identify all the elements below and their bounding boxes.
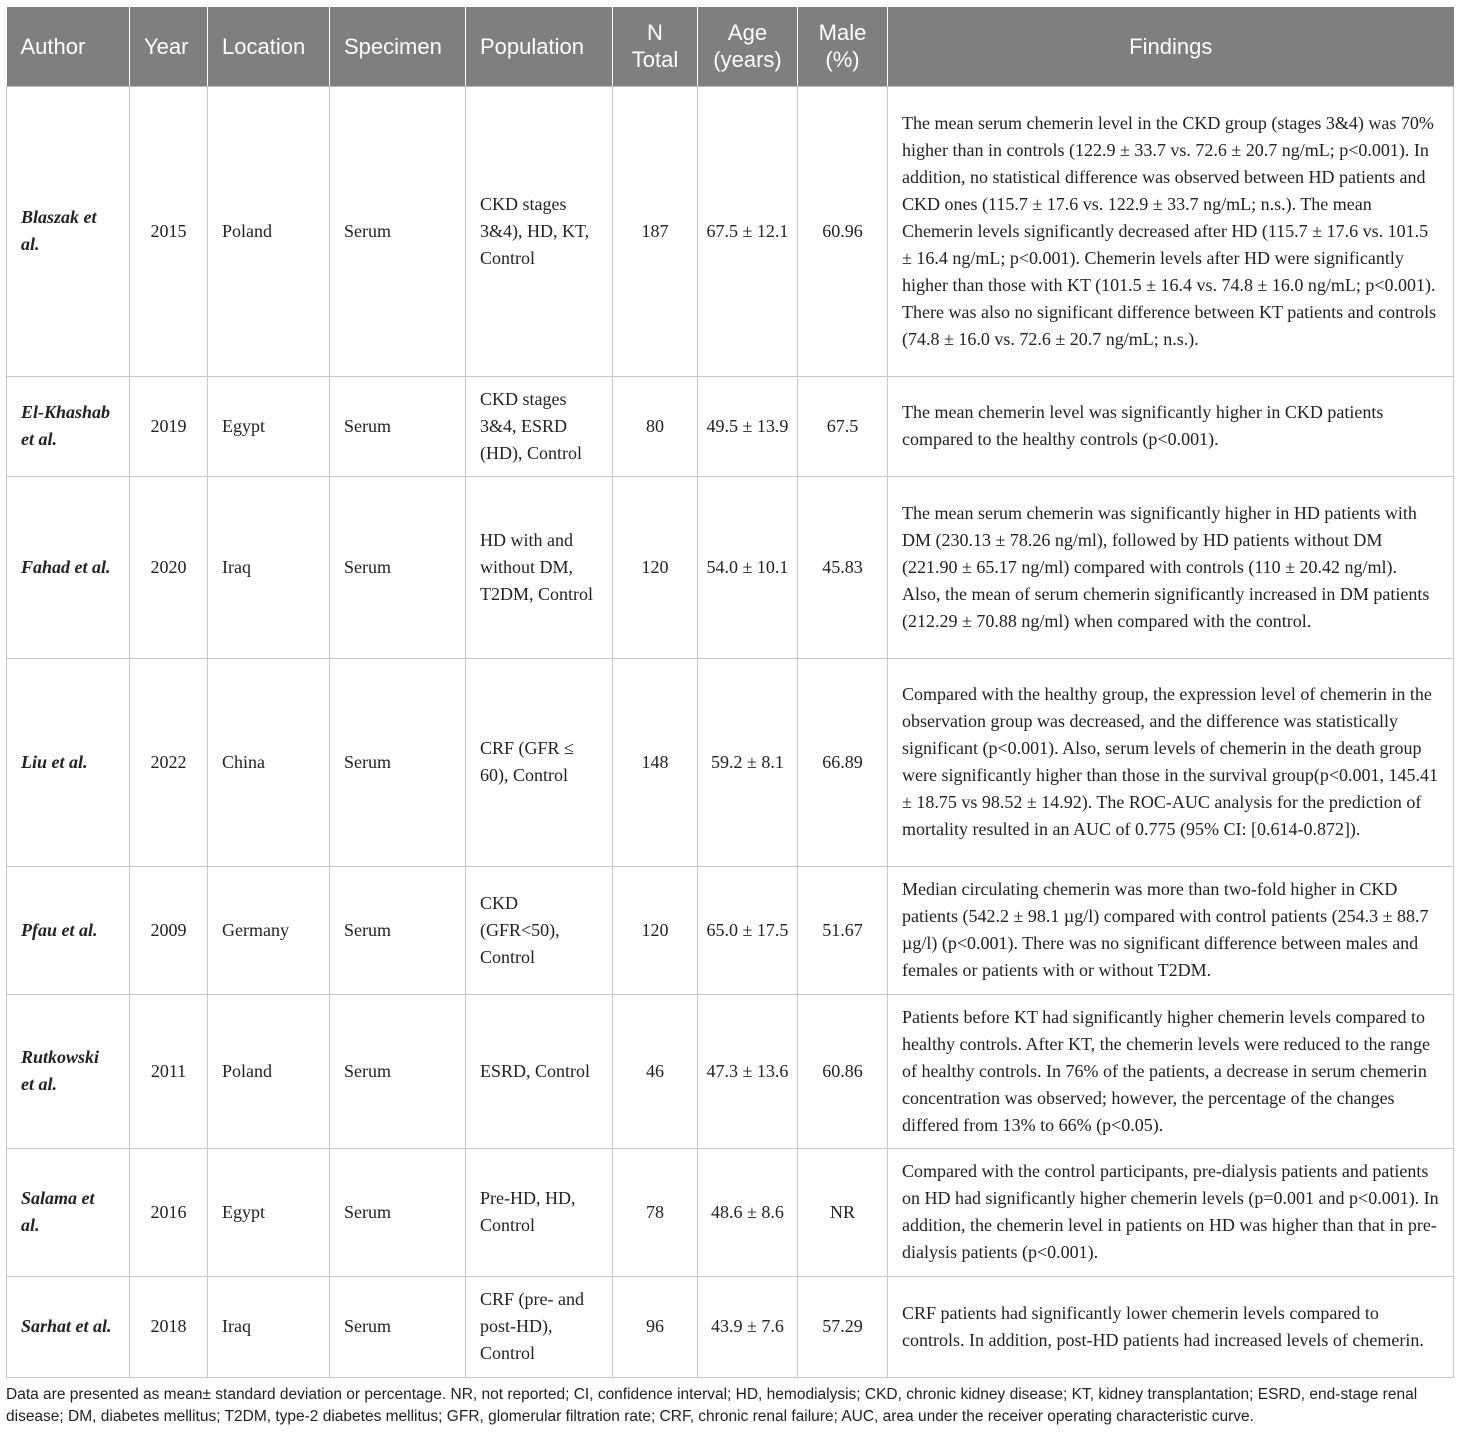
cell-specimen: Serum: [330, 866, 466, 994]
header-n-total: N Total: [613, 7, 698, 86]
cell-author: Fahad et al.: [7, 476, 130, 658]
cell-n-total: 46: [613, 994, 698, 1148]
header-findings: Findings: [888, 7, 1454, 86]
cell-location: Egypt: [208, 1148, 330, 1276]
cell-findings: The mean serum chemerin level in the CKD group (stages 3&4) was 70% higher than in controls (122.9 ± 33.7 vs. 72.6 ± 20.7 ng/mL; p<0.001). In addition, no statistical difference was observed between HD patients and CKD ones (115.7 ± 17.6 vs. 122.9 ± 33.7 ng/mL; n.s.). The mean Chemerin levels significantly decreased after HD (115.7 ± 17.6 vs. 101.5 ± 16.4 ng/mL; p<0.001). Chemerin levels after HD were significantly higher than those with KT (101.5 ± 16.4 vs. 74.8 ± 16.0 ng/mL; p<0.001). There was also no significant difference between KT patients and controls (74.8 ± 16.0 vs. 72.6 ± 20.7 ng/mL; n.s.).: [888, 86, 1454, 376]
cell-specimen: Serum: [330, 1148, 466, 1276]
table-row: [7, 86, 1454, 376]
cell-age: 65.0 ± 17.5: [698, 866, 798, 994]
cell-location: Egypt: [208, 376, 330, 476]
cell-specimen: Serum: [330, 994, 466, 1148]
header-year: Year: [130, 7, 208, 86]
table-row: [7, 994, 1454, 1148]
cell-population: ESRD, Control: [466, 994, 613, 1148]
table-row: [7, 376, 1454, 476]
cell-population: HD with and without DM, T2DM, Control: [466, 476, 613, 658]
cell-n-total: 148: [613, 658, 698, 866]
cell-location: Poland: [208, 86, 330, 376]
cell-author: El-Khashab et al.: [7, 376, 130, 476]
cell-author: Pfau et al.: [7, 866, 130, 994]
table-header-row: [7, 7, 1454, 86]
cell-male: 57.29: [798, 1276, 888, 1377]
cell-n-total: 78: [613, 1148, 698, 1276]
table-row: [7, 1276, 1454, 1377]
cell-n-total: 120: [613, 866, 698, 994]
header-specimen: Specimen: [330, 7, 466, 86]
cell-year: 2015: [130, 86, 208, 376]
cell-age: 67.5 ± 12.1: [698, 86, 798, 376]
cell-population: CKD (GFR<50), Control: [466, 866, 613, 994]
cell-findings: The mean serum chemerin was significantly higher in HD patients with DM (230.13 ± 78.26 ng/ml), followed by HD patients without DM (221.90 ± 65.17 ng/ml) compared with controls (110 ± 20.42 ng/ml). Also, the mean of serum chemerin significantly increased in DM patients (212.29 ± 70.88 ng/ml) when compared with the control.: [888, 476, 1454, 658]
cell-year: 2018: [130, 1276, 208, 1377]
cell-population: CRF (pre- and post-HD), Control: [466, 1276, 613, 1377]
cell-findings: Compared with the healthy group, the expression level of chemerin in the observation group was decreased, and the difference was statistically significant (p<0.001). Also, serum levels of chemerin in the death group were significantly higher than those in the survival group(p<0.001, 145.41 ± 18.75 vs 98.52 ± 14.92). The ROC-AUC analysis for the prediction of mortality resulted in an AUC of 0.775 (95% CI: [0.614-0.872]).: [888, 658, 1454, 866]
cell-author: Liu et al.: [7, 658, 130, 866]
cell-findings: Compared with the control participants, pre-dialysis patients and patients on HD had significantly higher chemerin levels (p=0.001 and p<0.001). In addition, the chemerin level in patients on HD was higher than that in pre-dialysis patients (p<0.001).: [888, 1148, 1454, 1276]
table-footnote: Data are presented as mean± standard deviation or percentage. NR, not reported; CI, confidence interval; HD, hemodialysis; CKD, chronic kidney disease; KT, kidney transplantation; ESRD, end-stage renal disease; DM, diabetes mellitus; T2DM, type-2 diabetes mellitus; GFR, glomerular filtration rate; CRF, chronic renal failure; AUC, area under the receiver operating characteristic curve.: [6, 1386, 1418, 1425]
study-table-container: [6, 7, 1453, 1378]
header-age: Age (years): [698, 7, 798, 86]
header-male: Male (%): [798, 7, 888, 86]
cell-age: 47.3 ± 13.6: [698, 994, 798, 1148]
cell-male: 60.86: [798, 994, 888, 1148]
cell-findings: Patients before KT had significantly higher chemerin levels compared to healthy controls. After KT, the chemerin levels were reduced to the range of healthy controls. In 76% of the patients, a decrease in serum chemerin concentration was observed; however, the percentage of the changes differed from 13% to 66% (p<0.05).: [888, 994, 1454, 1148]
cell-year: 2019: [130, 376, 208, 476]
header-author: Author: [7, 7, 130, 86]
cell-population: CKD stages 3&4), HD, KT, Control: [466, 86, 613, 376]
cell-specimen: Serum: [330, 476, 466, 658]
cell-author: Rutkowski et al.: [7, 994, 130, 1148]
cell-n-total: 187: [613, 86, 698, 376]
cell-age: 59.2 ± 8.1: [698, 658, 798, 866]
header-location: Location: [208, 7, 330, 86]
cell-year: 2016: [130, 1148, 208, 1276]
cell-age: 54.0 ± 10.1: [698, 476, 798, 658]
study-table: [6, 7, 1454, 1378]
table-row: [7, 866, 1454, 994]
cell-population: Pre-HD, HD, Control: [466, 1148, 613, 1276]
cell-findings: The mean chemerin level was significantly higher in CKD patients compared to the healthy controls (p<0.001).: [888, 376, 1454, 476]
cell-year: 2020: [130, 476, 208, 658]
cell-year: 2009: [130, 866, 208, 994]
cell-age: 48.6 ± 8.6: [698, 1148, 798, 1276]
cell-location: China: [208, 658, 330, 866]
cell-male: 51.67: [798, 866, 888, 994]
cell-male: 67.5: [798, 376, 888, 476]
cell-location: Iraq: [208, 476, 330, 658]
cell-n-total: 80: [613, 376, 698, 476]
cell-location: Germany: [208, 866, 330, 994]
cell-author: Salama et al.: [7, 1148, 130, 1276]
cell-specimen: Serum: [330, 86, 466, 376]
cell-author: Sarhat et al.: [7, 1276, 130, 1377]
cell-population: CRF (GFR ≤ 60), Control: [466, 658, 613, 866]
table-row: [7, 476, 1454, 658]
cell-year: 2011: [130, 994, 208, 1148]
cell-location: Iraq: [208, 1276, 330, 1377]
cell-male: 45.83: [798, 476, 888, 658]
cell-male: 60.96: [798, 86, 888, 376]
cell-population: CKD stages 3&4, ESRD (HD), Control: [466, 376, 613, 476]
cell-specimen: Serum: [330, 376, 466, 476]
cell-n-total: 120: [613, 476, 698, 658]
table-row: [7, 658, 1454, 866]
cell-findings: CRF patients had significantly lower chemerin levels compared to controls. In addition, post-HD patients had increased levels of chemerin.: [888, 1276, 1454, 1377]
cell-n-total: 96: [613, 1276, 698, 1377]
cell-male: 66.89: [798, 658, 888, 866]
cell-male: NR: [798, 1148, 888, 1276]
cell-specimen: Serum: [330, 658, 466, 866]
header-population: Population: [466, 7, 613, 86]
cell-age: 49.5 ± 13.9: [698, 376, 798, 476]
cell-location: Poland: [208, 994, 330, 1148]
table-row: [7, 1148, 1454, 1276]
cell-findings: Median circulating chemerin was more than two-fold higher in CKD patients (542.2 ± 98.1 µg/l) compared with control patients (254.3 ± 88.7 µg/l) (p<0.001). There was no significant difference between males and females or patients with or without T2DM.: [888, 866, 1454, 994]
cell-year: 2022: [130, 658, 208, 866]
cell-specimen: Serum: [330, 1276, 466, 1377]
cell-age: 43.9 ± 7.6: [698, 1276, 798, 1377]
cell-author: Blaszak et al.: [7, 86, 130, 376]
